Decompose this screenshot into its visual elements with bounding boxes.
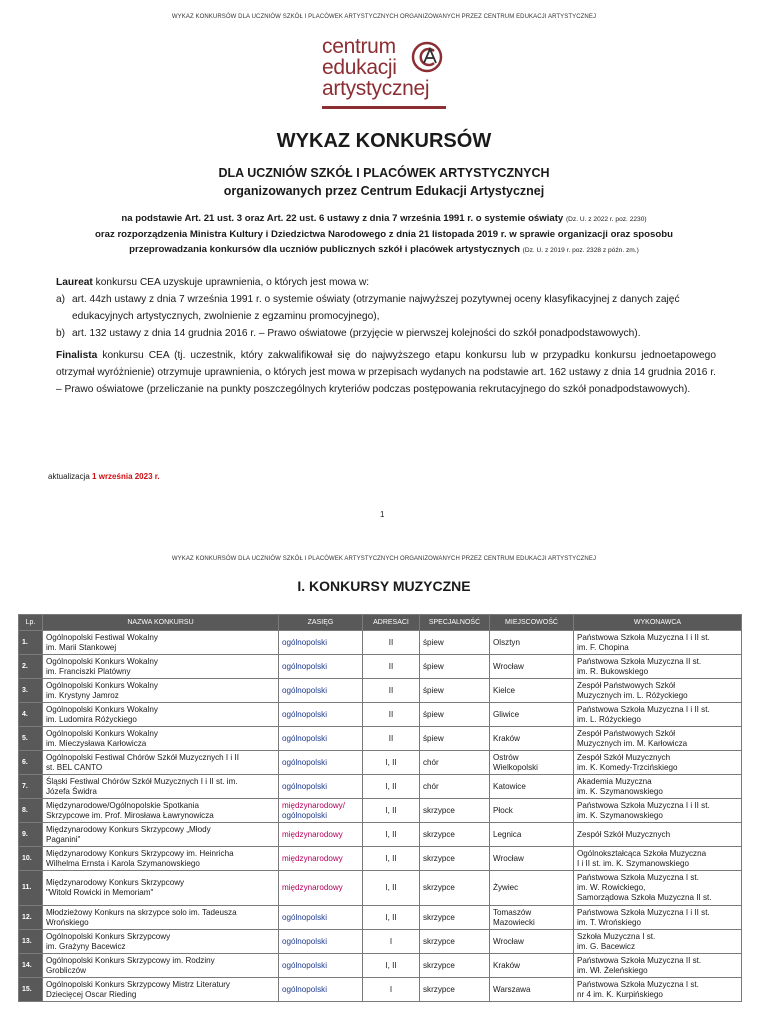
- wykonawca-line-1: Szkoła Muzyczna I st.: [577, 931, 656, 941]
- miejscowosc-line-1: Tomaszów: [493, 907, 532, 917]
- wykonawca-line-2: im. R. Bukowskiego: [577, 666, 649, 676]
- cell-nazwa: [43, 799, 279, 823]
- zasieg-line-1: ogólnopolski: [282, 781, 327, 791]
- cell-zasieg: [279, 978, 363, 1002]
- wykonawca-line-1: Państwowa Szkoła Muzyczna I i II st.: [577, 704, 710, 714]
- nazwa-line-2: Dziecięcej Oscar Rieding: [46, 989, 137, 999]
- nazwa-line-2: Wilhelma Ernsta i Karola Szymanowskiego: [46, 858, 200, 868]
- nazwa-line-2: im. Mieczysława Karłowicza: [46, 738, 147, 748]
- nazwa-line-1: Ogólnopolski Festiwal Chórów Szkół Muzycznych I i II: [46, 752, 239, 762]
- cell-wykonawca: [574, 823, 742, 847]
- wykonawca-line-1: Zespół Państwowych Szkół: [577, 680, 676, 690]
- cell-nazwa: [43, 775, 279, 799]
- miejscowosc-line-1: Wrocław: [493, 936, 524, 946]
- wykonawca-line-1: Zespół Szkół Muzycznych: [577, 752, 671, 762]
- miejscowosc-line-1: Olsztyn: [493, 637, 520, 647]
- cell-wykonawca: [574, 751, 742, 775]
- wykonawca-line-2: Muzycznych im. L. Różyckiego: [577, 690, 688, 700]
- cell-zasieg: [279, 871, 363, 906]
- cell-miejscowosc: [490, 751, 574, 775]
- laureat-section: [56, 274, 716, 342]
- page-number: 1: [380, 510, 385, 519]
- cell-adresaci: I, II: [363, 847, 420, 871]
- cell-adresaci: I: [363, 930, 420, 954]
- wykonawca-line-2: I i II st. im. K. Szymanowskiego: [577, 858, 689, 868]
- cell-specjalnosc: skrzypce: [420, 799, 490, 823]
- cell-miejscowosc: [490, 823, 574, 847]
- nazwa-line-2: im. Krystyny Jamroz: [46, 690, 119, 700]
- zasieg-line-1: międzynarodowy: [282, 829, 343, 839]
- cell-specjalnosc: skrzypce: [420, 871, 490, 906]
- nazwa-line-1: Międzynarodowy Konkurs Skrzypcowy: [46, 878, 185, 887]
- nazwa-line-2: im. Marii Stankowej: [46, 642, 117, 652]
- table-row: [19, 679, 742, 703]
- nazwa-line-1: Ogólnopolski Konkurs Skrzypcowy im. Rodziny: [46, 955, 215, 965]
- nazwa-line-1: Międzynarodowy Konkurs Skrzypcowy „Młody: [46, 824, 211, 834]
- laureat-a-text: art. 44zh ustawy z dnia 7 września 1991 r. o systemie oświaty (otrzymanie najwyższej pozytywnej oceny klasyfikacyjnej z danych zajęć edukacyjnych artystycznych, zwolnienie z egzaminu promocyjnego),: [72, 294, 680, 322]
- cell-lp: 2.: [19, 655, 43, 679]
- cell-wykonawca: [574, 930, 742, 954]
- miejscowosc-line-1: Legnica: [493, 829, 522, 839]
- zasieg-line-1: ogólnopolski: [282, 709, 327, 719]
- section-title: I. KONKURSY MUZYCZNE: [297, 578, 471, 594]
- cell-zasieg: [279, 655, 363, 679]
- miejscowosc-line-1: Kraków: [493, 960, 520, 970]
- wykonawca-line-2: im. K. Szymanowskiego: [577, 810, 663, 820]
- cell-specjalnosc: skrzypce: [420, 906, 490, 930]
- wykonawca-line-1: Państwowa Szkoła Muzyczna I i II st.: [577, 907, 710, 917]
- table-row: [19, 847, 742, 871]
- cell-lp: 5.: [19, 727, 43, 751]
- cell-miejscowosc: [490, 703, 574, 727]
- cell-specjalnosc: śpiew: [420, 655, 490, 679]
- cell-adresaci: I, II: [363, 906, 420, 930]
- cell-zasieg: [279, 727, 363, 751]
- page-title: WYKAZ KONKURSÓW: [276, 130, 492, 152]
- cell-miejscowosc: [490, 679, 574, 703]
- header-nazwa: NAZWA KONKURSU: [43, 615, 279, 631]
- wykonawca-line-2: im. W. Rowickiego,: [577, 883, 646, 892]
- zasieg-line-1: ogólnopolski: [282, 757, 327, 767]
- cell-wykonawca: [574, 871, 742, 906]
- cell-lp: 10.: [19, 847, 43, 871]
- cell-specjalnosc: śpiew: [420, 703, 490, 727]
- cell-specjalnosc: skrzypce: [420, 954, 490, 978]
- cell-lp: 4.: [19, 703, 43, 727]
- cell-miejscowosc: [490, 655, 574, 679]
- table-row: [19, 823, 742, 847]
- cell-nazwa: [43, 679, 279, 703]
- wykonawca-line-1: Państwowa Szkoła Muzyczna II st.: [577, 656, 702, 666]
- table-row: [19, 906, 742, 930]
- nazwa-line-1: Międzynarodowe/Ogólnopolskie Spotkania: [46, 800, 199, 810]
- cell-wykonawca: [574, 631, 742, 655]
- table-row: [19, 727, 742, 751]
- cell-nazwa: [43, 906, 279, 930]
- nazwa-line-1: Śląski Festiwal Chórów Szkół Muzycznych I i II st. im.: [46, 776, 238, 786]
- wykonawca-line-2: nr 4 im. K. Kurpińskiego: [577, 989, 663, 999]
- finalista-term: Finalista: [56, 350, 98, 361]
- miejscowosc-line-1: Ostrów: [493, 752, 519, 762]
- laureat-b-text: art. 132 ustawy z dnia 14 grudnia 2016 r. – Prawo oświatowe (przyjęcie w pierwszej kolejności do szkół ponadpodstawowych).: [72, 328, 641, 339]
- wykonawca-line-2: im. G. Bacewicz: [577, 941, 636, 951]
- cell-zasieg: [279, 954, 363, 978]
- cell-wykonawca: [574, 655, 742, 679]
- nazwa-line-1: Międzynarodowy Konkurs Skrzypcowy im. Heinricha: [46, 848, 234, 858]
- cell-specjalnosc: chór: [420, 775, 490, 799]
- cell-miejscowosc: [490, 799, 574, 823]
- cell-miejscowosc: [490, 631, 574, 655]
- wykonawca-line-2: Muzycznych im. M. Karłowicza: [577, 738, 688, 748]
- cell-lp: 13.: [19, 930, 43, 954]
- logo-underline: [322, 106, 446, 109]
- header-specjalnosc: SPECJALNOŚĆ: [420, 615, 490, 631]
- cell-specjalnosc: skrzypce: [420, 847, 490, 871]
- nazwa-line-2: Wrońskiego: [46, 917, 89, 927]
- zasieg-line-1: międzynarodowy: [282, 853, 343, 863]
- miejscowosc-line-1: Kraków: [493, 733, 520, 743]
- cell-adresaci: II: [363, 631, 420, 655]
- cell-wykonawca: [574, 727, 742, 751]
- cell-zasieg: [279, 679, 363, 703]
- zasieg-line-1: ogólnopolski: [282, 733, 327, 743]
- cell-nazwa: [43, 823, 279, 847]
- basis-line-1: na podstawie Art. 21 ust. 3 oraz Art. 22 ust. 6 ustawy z dnia 7 września 1991 r. o systemie oświaty: [121, 213, 564, 224]
- zasieg-line-1: ogólnopolski: [282, 661, 327, 671]
- logo-line-1: centrum: [322, 35, 396, 58]
- wykonawca-line-1: Państwowa Szkoła Muzyczna I i II st.: [577, 632, 710, 642]
- miejscowosc-line-2: Mazowiecki: [493, 917, 535, 927]
- cell-zasieg: [279, 906, 363, 930]
- cell-wykonawca: [574, 847, 742, 871]
- basis-ref-1: (Dz. U. z 2022 r. poz. 2230): [565, 216, 647, 223]
- subtitle-2: organizowanych przez Centrum Edukacji Artystycznej: [223, 184, 545, 198]
- cell-specjalnosc: skrzypce: [420, 930, 490, 954]
- zasieg-line-1: ogólnopolski: [282, 960, 327, 970]
- table-row: [19, 930, 742, 954]
- cell-lp: 3.: [19, 679, 43, 703]
- nazwa-line-1: Ogólnopolski Konkurs Wokalny: [46, 704, 158, 714]
- zasieg-line-1: ogólnopolski: [282, 685, 327, 695]
- cell-miejscowosc: [490, 978, 574, 1002]
- cell-specjalnosc: skrzypce: [420, 978, 490, 1002]
- miejscowosc-line-1: Żywiec: [493, 883, 519, 892]
- cell-adresaci: II: [363, 727, 420, 751]
- header-adresaci: ADRESACI: [363, 615, 420, 631]
- wykonawca-line-2: im. Wł. Żeleńskiego: [577, 965, 648, 975]
- table-row: [19, 775, 742, 799]
- wykonawca-line-2: im. T. Wrońskiego: [577, 917, 642, 927]
- cell-zasieg: [279, 775, 363, 799]
- laureat-a-marker: a): [56, 294, 66, 305]
- cell-nazwa: [43, 727, 279, 751]
- cell-lp: 11.: [19, 871, 43, 906]
- zasieg-line-1: międzynarodowy: [282, 883, 343, 892]
- cell-nazwa: [43, 954, 279, 978]
- cell-zasieg: [279, 631, 363, 655]
- cell-miejscowosc: [490, 871, 574, 906]
- table-header-row: [19, 615, 742, 631]
- cell-specjalnosc: chór: [420, 751, 490, 775]
- cell-wykonawca: [574, 775, 742, 799]
- laureat-term: Laureat: [56, 277, 93, 288]
- logo-line-3: artystycznej: [322, 77, 430, 100]
- laureat-b-marker: b): [56, 328, 66, 339]
- cell-wykonawca: [574, 906, 742, 930]
- cell-nazwa: [43, 978, 279, 1002]
- cell-adresaci: I, II: [363, 823, 420, 847]
- wykonawca-line-1: Zespół Państwowych Szkół: [577, 728, 676, 738]
- cell-specjalnosc: śpiew: [420, 631, 490, 655]
- cell-adresaci: I: [363, 978, 420, 1002]
- nazwa-line-1: Młodzieżowy Konkurs na skrzypce solo im. Tadeusza: [46, 907, 237, 917]
- miejscowosc-line-1: Kielce: [493, 685, 516, 695]
- basis-line-3: przeprowadzania konkursów dla uczniów publicznych szkół i placówek artystycznych: [129, 244, 520, 255]
- table-row: [19, 978, 742, 1002]
- cell-lp: 7.: [19, 775, 43, 799]
- miejscowosc-line-1: Katowice: [493, 781, 526, 791]
- cell-nazwa: [43, 751, 279, 775]
- cea-emblem-icon: [410, 40, 444, 74]
- nazwa-line-2: "Witold Rowicki in Memoriam": [46, 888, 154, 897]
- cell-adresaci: I, II: [363, 775, 420, 799]
- cell-wykonawca: [574, 703, 742, 727]
- cell-nazwa: [43, 631, 279, 655]
- cell-lp: 1.: [19, 631, 43, 655]
- cell-nazwa: [43, 847, 279, 871]
- wykonawca-line-1: Państwowa Szkoła Muzyczna I st.: [577, 979, 699, 989]
- miejscowosc-line-2: Wielkopolski: [493, 762, 538, 772]
- wykonawca-line-1: Akademia Muzyczna: [577, 776, 652, 786]
- cell-miejscowosc: [490, 954, 574, 978]
- cell-nazwa: [43, 930, 279, 954]
- miejscowosc-line-1: Gliwice: [493, 709, 520, 719]
- cell-miejscowosc: [490, 847, 574, 871]
- cell-adresaci: I, II: [363, 954, 420, 978]
- wykonawca-line-2: im. K. Komedy-Trzcińskiego: [577, 762, 678, 772]
- zasieg-line-1: międzynarodowy/: [282, 800, 345, 810]
- cell-lp: 9.: [19, 823, 43, 847]
- nazwa-line-1: Ogólnopolski Konkurs Skrzypcowy: [46, 931, 171, 941]
- cell-adresaci: II: [363, 655, 420, 679]
- cell-zasieg: [279, 930, 363, 954]
- cell-zasieg: [279, 799, 363, 823]
- table-row: [19, 871, 742, 906]
- running-header: WYKAZ KONKURSÓW DLA UCZNIÓW SZKÓŁ I PLACÓWEK ARTYSTYCZNYCH ORGANIZOWANYCH PRZEZ CENTRUM EDUKACJI ARTYSTYCZNEJ: [171, 14, 597, 20]
- cell-wykonawca: [574, 679, 742, 703]
- nazwa-line-1: Ogólnopolski Festiwal Wokalny: [46, 632, 158, 642]
- cell-nazwa: [43, 871, 279, 906]
- cell-wykonawca: [574, 978, 742, 1002]
- cell-zasieg: [279, 751, 363, 775]
- wykonawca-line-1: Państwowa Szkoła Muzyczna II st.: [577, 955, 702, 965]
- table-row: [19, 631, 742, 655]
- wykonawca-line-1: Państwowa Szkoła Muzyczna I i II st.: [577, 800, 710, 810]
- basis-line-2: oraz rozporządzenia Ministra Kultury i Dziedzictwa Narodowego z dnia 21 listopada 2019 r. w sprawie organizacji oraz sposobu: [95, 229, 673, 240]
- nazwa-line-2: Józefa Świdra: [46, 786, 97, 796]
- nazwa-line-1: Ogólnopolski Konkurs Wokalny: [46, 680, 158, 690]
- nazwa-line-2: im. Franciszki Platówny: [46, 666, 131, 676]
- cell-zasieg: [279, 823, 363, 847]
- running-header-2: WYKAZ KONKURSÓW DLA UCZNIÓW SZKÓŁ I PLACÓWEK ARTYSTYCZNYCH ORGANIZOWANYCH PRZEZ CENTRUM EDUKACJI ARTYSTYCZNEJ: [171, 556, 597, 562]
- table-row: [19, 655, 742, 679]
- cell-wykonawca: [574, 954, 742, 978]
- cell-adresaci: I, II: [363, 751, 420, 775]
- nazwa-line-2: Grobliczów: [46, 965, 87, 975]
- cell-miejscowosc: [490, 775, 574, 799]
- nazwa-line-1: Ogólnopolski Konkurs Wokalny: [46, 728, 158, 738]
- header-zasieg: ZASIĘG: [279, 615, 363, 631]
- cell-specjalnosc: śpiew: [420, 679, 490, 703]
- update-note: [48, 472, 160, 481]
- laureat-intro: konkursu CEA uzyskuje uprawnienia, o których jest mowa w:: [95, 277, 370, 288]
- nazwa-line-2: Paganini": [46, 834, 81, 844]
- cell-zasieg: [279, 847, 363, 871]
- table-row: [19, 703, 742, 727]
- logo-line-2: edukacji: [322, 56, 397, 79]
- cell-miejscowosc: [490, 906, 574, 930]
- wykonawca-line-1: Ogólnokształcąca Szkoła Muzyczna: [577, 848, 707, 858]
- cell-lp: 15.: [19, 978, 43, 1002]
- wykonawca-line-2: im. K. Szymanowskiego: [577, 786, 663, 796]
- zasieg-line-1: ogólnopolski: [282, 984, 327, 994]
- cell-specjalnosc: śpiew: [420, 727, 490, 751]
- nazwa-line-2: Skrzypcowe im. Prof. Mirosława Ławrynowicza: [46, 810, 214, 820]
- update-label: aktualizacja: [48, 472, 90, 481]
- basis-ref-3: (Dz. U. z 2019 r. poz. 2328 z późn. zm.): [522, 247, 639, 254]
- contest-table: [18, 614, 742, 1002]
- zasieg-line-2: ogólnopolski: [282, 810, 327, 820]
- update-date: 1 września 2023 r.: [92, 472, 160, 481]
- table-row: [19, 751, 742, 775]
- zasieg-line-1: ogólnopolski: [282, 936, 327, 946]
- cell-nazwa: [43, 703, 279, 727]
- miejscowosc-line-1: Płock: [493, 805, 513, 815]
- cell-nazwa: [43, 655, 279, 679]
- subtitle-1: DLA UCZNIÓW SZKÓŁ I PLACÓWEK ARTYSTYCZNYCH: [218, 166, 550, 180]
- nazwa-line-2: im. Ludomira Różyckiego: [46, 714, 137, 724]
- header-wykonawca: WYKONAWCA: [574, 615, 742, 631]
- finalista-section: [56, 347, 716, 398]
- miejscowosc-line-1: Warszawa: [493, 984, 531, 994]
- cell-adresaci: II: [363, 679, 420, 703]
- header-lp: Lp.: [19, 615, 43, 631]
- wykonawca-line-2: im. L. Różyckiego: [577, 714, 641, 724]
- finalista-text: konkursu CEA (tj. uczestnik, który zakwalifikował się do najwyższego etapu konkursu lub w przypadku konkursu jednoetapowego otrzymał wyróżnienie) otrzymuje uprawnienia, o których jest mowa w przepisach wydanych na podstawie art. 162 ustawy z dnia 14 grudnia 2016 r. – Prawo oświatowe (przeliczanie na punkty poszczególnych kryteriów podczas postępowania rekrutacyjnego do szkół ponadpodstawowych).: [56, 350, 716, 395]
- cell-lp: 14.: [19, 954, 43, 978]
- zasieg-line-1: ogólnopolski: [282, 637, 327, 647]
- cell-miejscowosc: [490, 930, 574, 954]
- cell-adresaci: I, II: [363, 799, 420, 823]
- table-row: [19, 954, 742, 978]
- wykonawca-line-1: Państwowa Szkoła Muzyczna I st.: [577, 873, 699, 882]
- cell-adresaci: II: [363, 703, 420, 727]
- miejscowosc-line-1: Wrocław: [493, 661, 524, 671]
- table-row: [19, 799, 742, 823]
- cell-wykonawca: [574, 799, 742, 823]
- nazwa-line-1: Ogólnopolski Konkurs Skrzypcowy Mistrz Literatury: [46, 979, 230, 989]
- wykonawca-line-1: Zespół Szkół Muzycznych: [577, 829, 671, 839]
- cell-miejscowosc: [490, 727, 574, 751]
- cell-lp: 6.: [19, 751, 43, 775]
- cea-logo: [322, 36, 448, 110]
- nazwa-line-2: im. Grażyny Bacewicz: [46, 941, 126, 951]
- cell-specjalnosc: skrzypce: [420, 823, 490, 847]
- cell-adresaci: I, II: [363, 871, 420, 906]
- header-miejscowosc: MIEJSCOWOŚĆ: [490, 615, 574, 631]
- zasieg-line-1: ogólnopolski: [282, 912, 327, 922]
- cell-lp: 12.: [19, 906, 43, 930]
- nazwa-line-2: st. BEL CANTO: [46, 762, 103, 772]
- cell-lp: 8.: [19, 799, 43, 823]
- nazwa-line-1: Ogólnopolski Konkurs Wokalny: [46, 656, 158, 666]
- legal-basis: [60, 211, 708, 258]
- wykonawca-line-3: Samorządowa Szkoła Muzyczna II st.: [577, 893, 712, 902]
- wykonawca-line-2: im. F. Chopina: [577, 642, 629, 652]
- miejscowosc-line-1: Wrocław: [493, 853, 524, 863]
- cell-zasieg: [279, 703, 363, 727]
